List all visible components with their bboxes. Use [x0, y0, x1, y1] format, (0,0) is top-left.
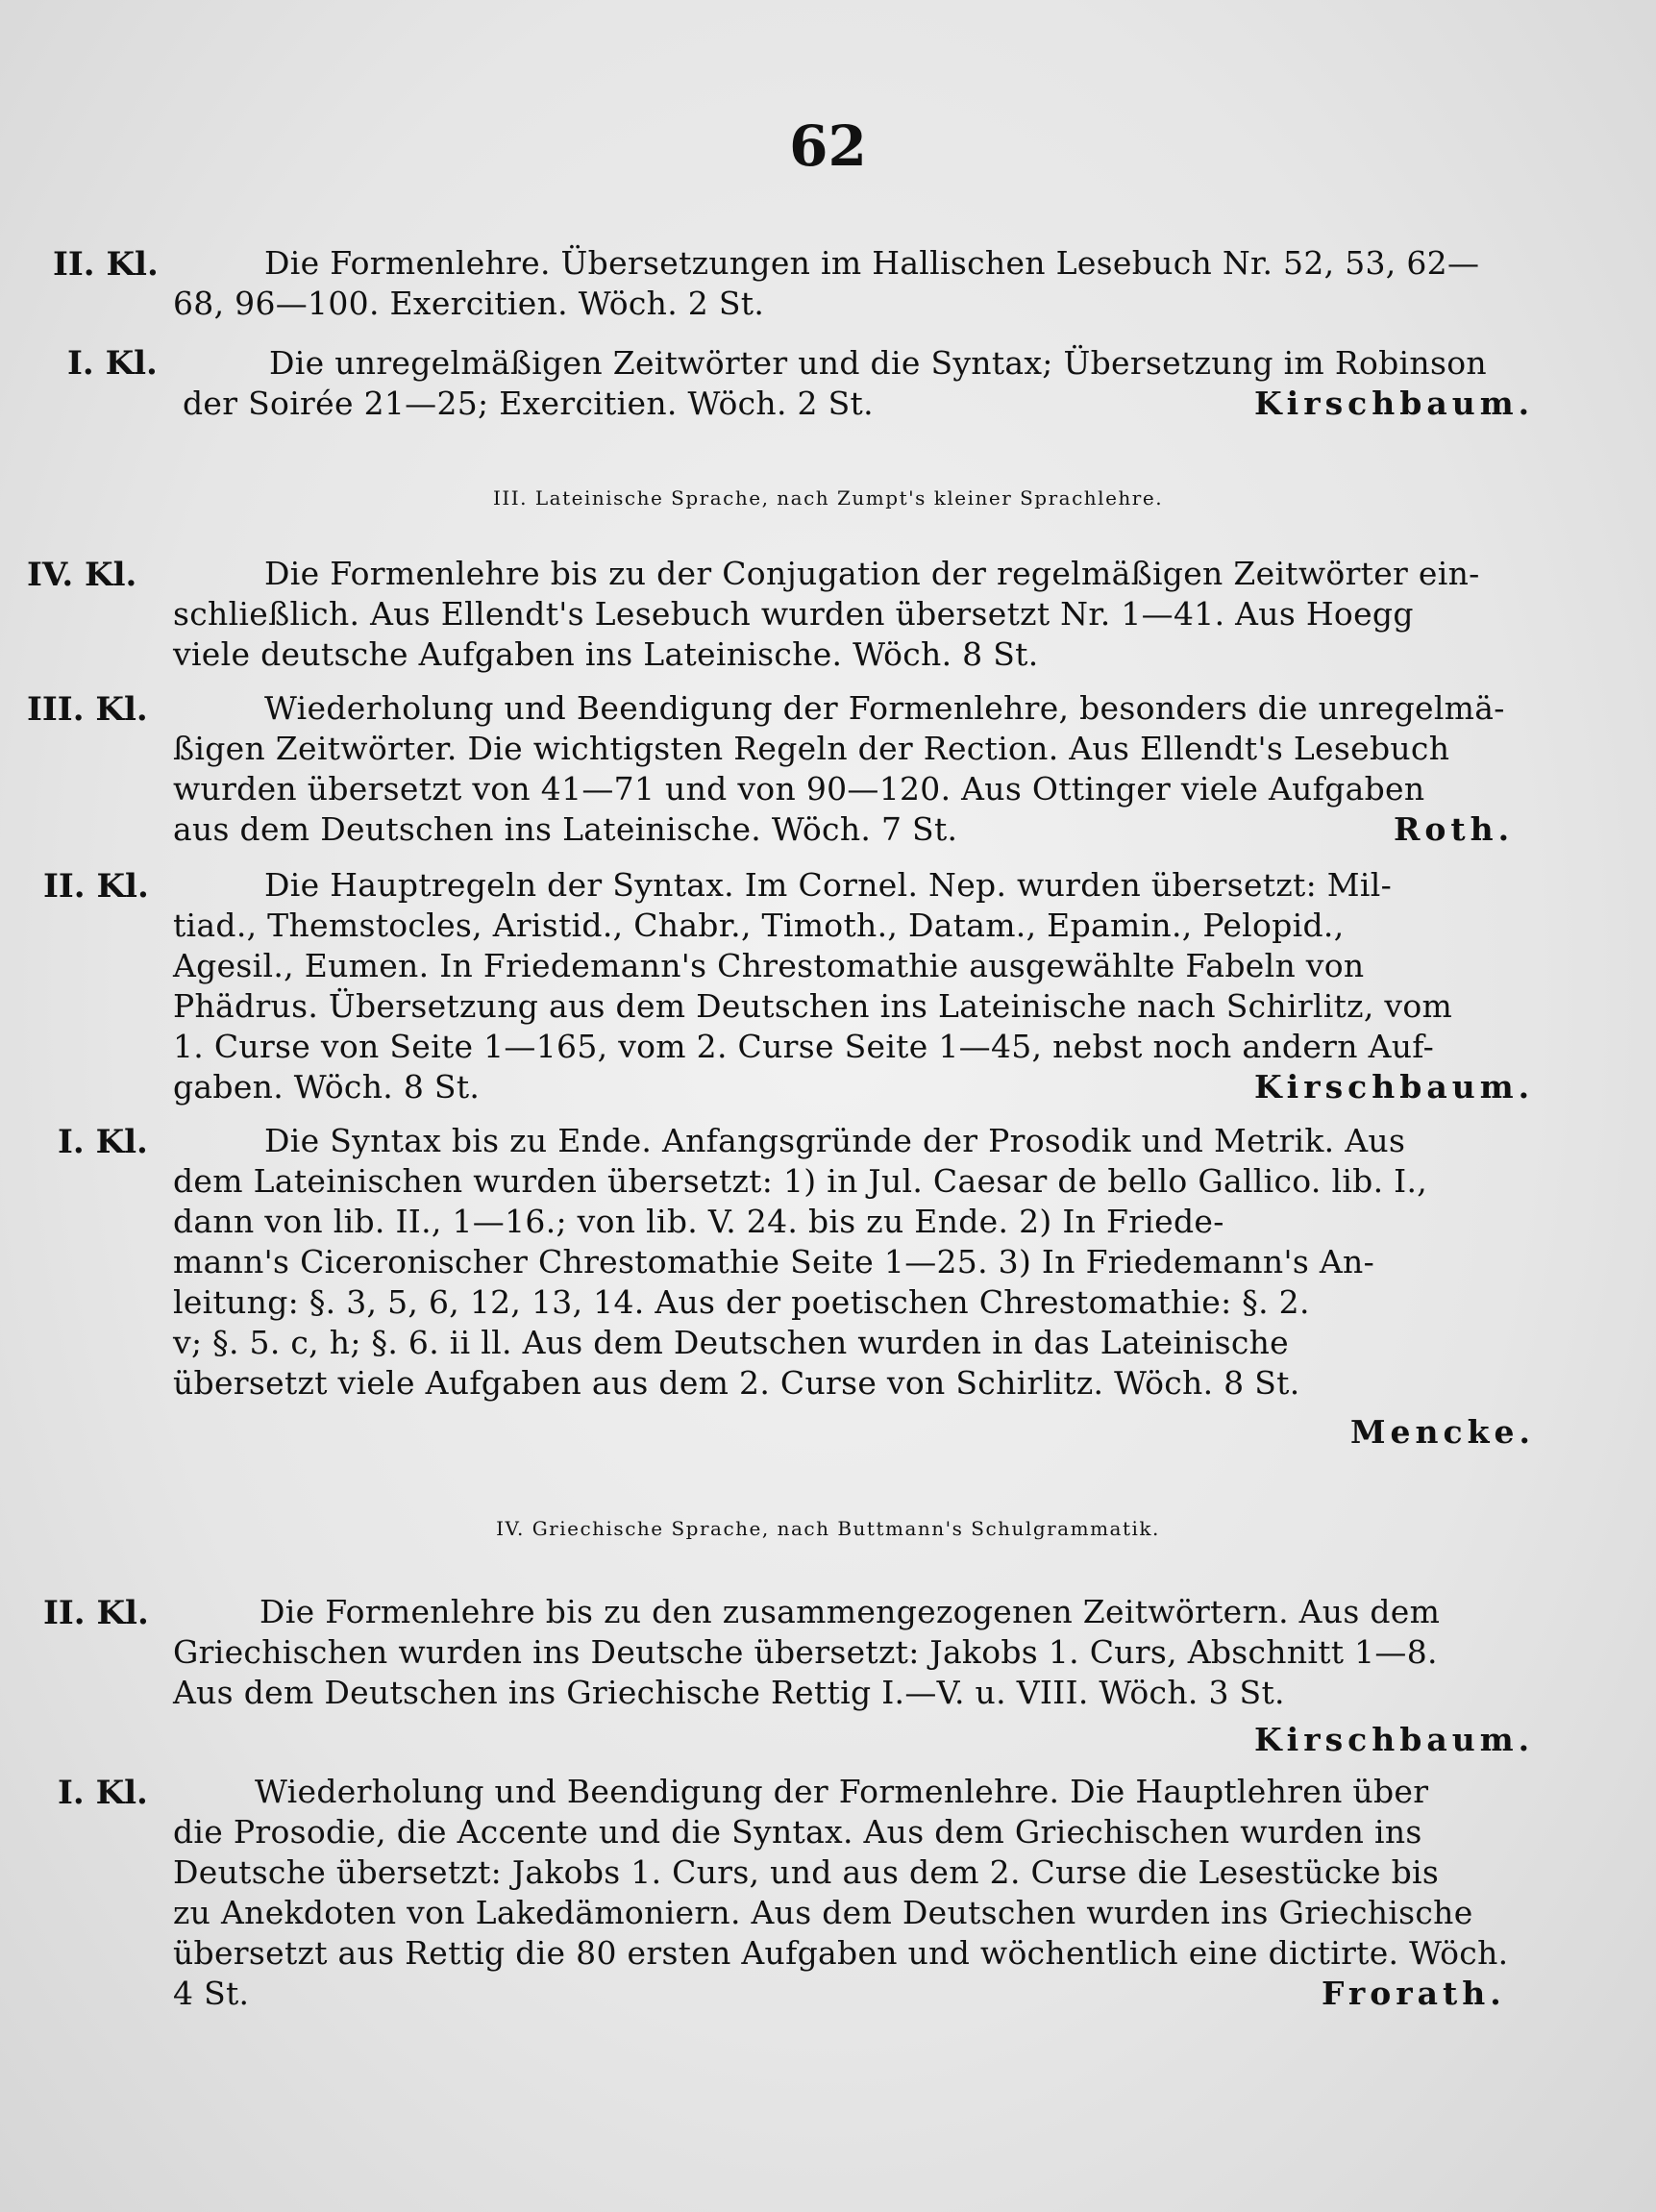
text-line: tiad., Themstocles, Aristid., Chabr., Timoth., Datam., Epamin., Pelopid.,: [173, 907, 1345, 944]
text-line: gaben. Wöch. 8 St.: [173, 1068, 481, 1106]
text-line: Phädrus. Übersetzung aus dem Deutschen ins Lateinische nach Schirlitz, vom: [173, 987, 1453, 1025]
text-line: Die Hauptregeln der Syntax. Im Cornel. Nep. wurden übersetzt: Mil-: [264, 866, 1393, 904]
class-label: III. Kl.: [27, 690, 148, 729]
text-line: v; §. 5. c, h; §. 6. ii ll. Aus dem Deutschen wurden in das Lateinische: [173, 1324, 1289, 1361]
signature: Mencke.: [1350, 1413, 1535, 1451]
text-line: Die Formenlehre bis zu der Conjugation der regelmäßigen Zeitwörter ein-: [264, 555, 1480, 592]
text-line: 4 St.: [173, 1975, 250, 2012]
class-label: II. Kl.: [43, 867, 149, 906]
page-number: 62: [789, 113, 867, 179]
text-line: Griechischen wurden ins Deutsche übersetzt: Jakobs 1. Curs, Abschnitt 1—8.: [173, 1633, 1438, 1671]
class-label: I. Kl.: [58, 1123, 148, 1161]
text-line: mann's Ciceronischer Chrestomathie Seite 1—25. 3) In Friedemann's An-: [173, 1243, 1375, 1280]
text-line: der Soirée 21—25; Exercitien. Wöch. 2 St.: [183, 385, 874, 422]
text-line: 68, 96—100. Exercitien. Wöch. 2 St.: [173, 285, 765, 322]
text-line: dann von lib. II., 1—16.; von lib. V. 24. bis zu Ende. 2) In Friede-: [173, 1203, 1224, 1240]
text-line: Die Syntax bis zu Ende. Anfangsgründe der Prosodik und Metrik. Aus: [264, 1122, 1406, 1159]
signature: Kirschbaum.: [1254, 1068, 1535, 1106]
text-line: Die Formenlehre. Übersetzungen im Hallischen Lesebuch Nr. 52, 53, 62—: [264, 244, 1480, 282]
section-heading-latin: III. Lateinische Sprache, nach Zumpt's kleiner Sprachlehre.: [492, 486, 1164, 510]
class-label: IV. Kl.: [27, 556, 137, 594]
text-line: wurden übersetzt von 41—71 und von 90—120. Aus Ottinger viele Aufgaben: [173, 770, 1425, 808]
class-label: I. Kl.: [67, 344, 158, 383]
text-line: schließlich. Aus Ellendt's Lesebuch wurden übersetzt Nr. 1—41. Aus Hoegg: [173, 595, 1414, 633]
text-line: Aus dem Deutschen ins Griechische Rettig I.—V. u. VIII. Wöch. 3 St.: [173, 1674, 1285, 1711]
text-line: viele deutsche Aufgaben ins Lateinische. Wöch. 8 St.: [173, 635, 1039, 673]
signature: Roth.: [1394, 810, 1515, 848]
text-line: übersetzt aus Rettig die 80 ersten Aufgaben und wöchentlich eine dictirte. Wöch.: [173, 1934, 1509, 1972]
class-label: I. Kl.: [58, 1774, 148, 1812]
text-line: zu Anekdoten von Lakedämoniern. Aus dem Deutschen wurden ins Griechische: [173, 1894, 1473, 1931]
class-label: II. Kl.: [43, 1594, 149, 1632]
text-line: Wiederholung und Beendigung der Formenlehre. Die Hauptlehren über: [255, 1773, 1429, 1810]
text-line: Die unregelmäßigen Zeitwörter und die Syntax; Übersetzung im Robinson: [269, 344, 1487, 382]
class-label: II. Kl.: [53, 245, 159, 284]
text-line: aus dem Deutschen ins Lateinische. Wöch. 7 St.: [173, 810, 958, 848]
signature: Kirschbaum.: [1254, 385, 1535, 422]
text-line: Deutsche übersetzt: Jakobs 1. Curs, und aus dem 2. Curse die Lesestücke bis: [173, 1853, 1440, 1891]
signature: Frorath.: [1322, 1975, 1506, 2012]
signature: Kirschbaum.: [1254, 1721, 1535, 1758]
section-heading-greek: IV. Griechische Sprache, nach Buttmann's Schulgrammatik.: [496, 1517, 1160, 1540]
text-line: ßigen Zeitwörter. Die wichtigsten Regeln der Rection. Aus Ellendt's Lesebuch: [173, 730, 1450, 767]
text-line: Die Formenlehre bis zu den zusammengezogenen Zeitwörtern. Aus dem: [260, 1593, 1441, 1630]
text-line: übersetzt viele Aufgaben aus dem 2. Curse von Schirlitz. Wöch. 8 St.: [173, 1364, 1300, 1402]
text-line: Wiederholung und Beendigung der Formenlehre, besonders die unregelmä-: [264, 689, 1505, 727]
text-line: leitung: §. 3, 5, 6, 12, 13, 14. Aus der poetischen Chrestomathie: §. 2.: [173, 1283, 1310, 1321]
text-line: dem Lateinischen wurden übersetzt: 1) in Jul. Caesar de bello Gallico. lib. I.,: [173, 1162, 1428, 1200]
text-line: die Prosodie, die Accente und die Syntax. Aus dem Griechischen wurden ins: [173, 1813, 1422, 1851]
text-line: Agesil., Eumen. In Friedemann's Chrestomathie ausgewählte Fabeln von: [173, 947, 1365, 984]
text-line: 1. Curse von Seite 1—165, vom 2. Curse Seite 1—45, nebst noch andern Auf-: [173, 1028, 1435, 1065]
